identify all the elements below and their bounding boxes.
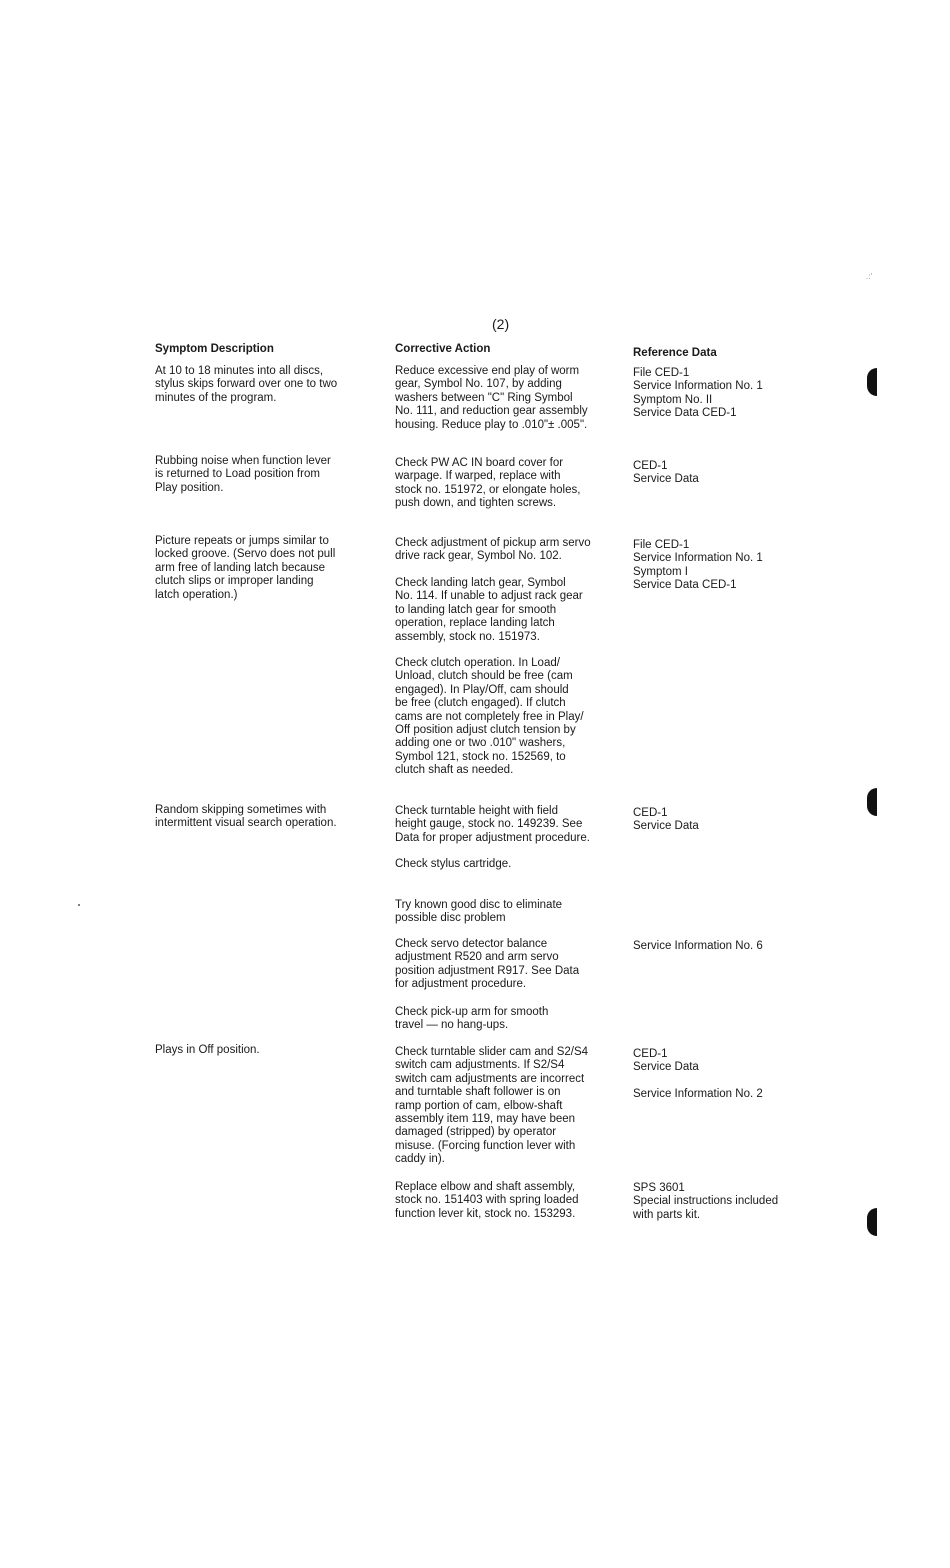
reference-text: File CED-1 Service Information No. 1 Symptom No. II Service Data CED-1: [633, 367, 763, 420]
speck-mark: [78, 904, 80, 906]
action-text: Try known good disc to eliminate possible disc problem: [395, 899, 563, 925]
action-text: Check landing latch gear, Symbol No. 114. If unable to adjust rack gear to landing latch gear for smooth operation, replace landing latch assembly, stock no. 151973.: [395, 577, 583, 643]
reference-text: File CED-1 Service Information No. 1 Symptom I Service Data CED-1: [633, 539, 763, 592]
action-text: Check turntable height with field height gauge, stock no. 149239. See Data for proper adjustment procedure.: [395, 805, 590, 844]
header-symptom: Symptom Description: [155, 343, 274, 355]
binding-hole-mark: [867, 368, 877, 396]
symptom-text: Picture repeats or jumps similar to locked groove. (Servo does not pull arm free of landing latch because clutch slips or improper landing latch operation.): [155, 535, 336, 601]
action-text: Check pick-up arm for smooth travel — no hang-ups.: [395, 1006, 549, 1032]
symptom-text: At 10 to 18 minutes into all discs, stylus skips forward over one to two minutes of the program.: [155, 365, 338, 404]
action-text: Check servo detector balance adjustment R520 and arm servo position adjustment R917. See Data for adjustment procedure.: [395, 938, 580, 991]
reference-text: SPS 3601 Special instructions included with parts kit.: [633, 1182, 779, 1221]
header-reference: Reference Data: [633, 347, 717, 359]
action-text: Check turntable slider cam and S2/S4 switch cam adjustments. If S2/S4 switch cam adjustments are incorrect and turntable shaft follower is on ramp portion of cam, elbow-shaft assembly item 119, may have been damaged (stripped) by operator misuse. (Forcing function lever with caddy in).: [395, 1046, 589, 1166]
symptom-text: Random skipping sometimes with intermittent visual search operation.: [155, 804, 337, 830]
reference-text: Service Information No. 2: [633, 1088, 763, 1100]
action-text: Check clutch operation. In Load/ Unload, clutch should be free (cam engaged). In Play/Off, cam should be free (clutch engaged). If clutch cams are not completely free in Play/ Off position adjust clutch tension by adding one or two .010" washers, Symbol 121, stock no. 152569, to clutch shaft as needed.: [395, 657, 584, 777]
symptom-text: Rubbing noise when function lever is returned to Load position from Play position.: [155, 455, 331, 494]
page-number: (2): [492, 316, 510, 332]
header-action: Corrective Action: [395, 343, 491, 355]
reference-text: CED-1 Service Data: [633, 807, 699, 833]
action-text: Check PW AC IN board cover for warpage. If warped, replace with stock no. 151972, or elongate holes, push down, and tighten screws.: [395, 457, 581, 510]
binding-hole-mark: [867, 788, 877, 816]
action-text: Replace elbow and shaft assembly, stock no. 151403 with spring loaded function lever kit, stock no. 153293.: [395, 1181, 579, 1220]
corner-mark: .:': [866, 272, 872, 281]
binding-hole-mark: [867, 1208, 877, 1236]
reference-text: CED-1 Service Data: [633, 1048, 699, 1074]
action-text: Reduce excessive end play of worm gear, Symbol No. 107, by adding washers between "C" Ring Symbol No. 111, and reduction gear assembly housing. Reduce play to .010"± .005".: [395, 365, 588, 431]
reference-text: Service Information No. 6: [633, 940, 763, 952]
action-text: Check stylus cartridge.: [395, 858, 512, 870]
reference-text: CED-1 Service Data: [633, 460, 699, 486]
symptom-text: Plays in Off position.: [155, 1044, 260, 1056]
action-text: Check adjustment of pickup arm servo drive rack gear, Symbol No. 102.: [395, 537, 591, 563]
